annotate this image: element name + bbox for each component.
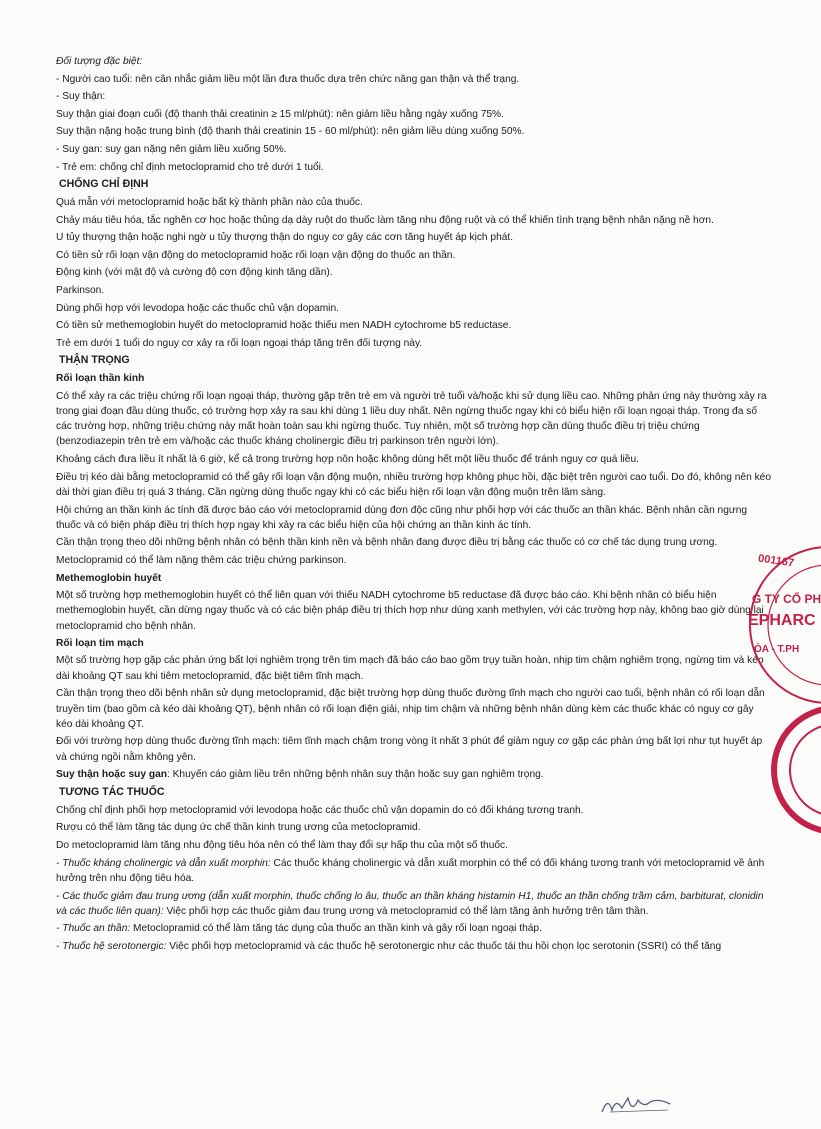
interaction-item (56, 889, 771, 920)
interaction-item (56, 856, 771, 887)
paragraph: Đối với trường hợp dùng thuốc đường tĩnh mạch: tiêm tĩnh mạch chậm trong vòng ít nhất 3 phút để giảm nguy cơ gặp các phản ứng bất lợi như tụt huyết áp và chứng ngồi nằm không yên. (56, 736, 763, 763)
paragraph: Hội chứng an thần kinh ác tính đã được báo cáo với metoclopramid dùng đơn độc cũng như phối hợp với các thuốc an thần khác. Bệnh nhân cần ngưng thuốc và có biện pháp điều trị thích hợp ngay khi xảy ra các biểu hiện của hội chứng an thần kinh ác tính. (56, 504, 748, 531)
interaction-item (56, 939, 771, 954)
stamp-line3: ÒA - T.PH (754, 644, 800, 655)
paragraph: - Trẻ em: chống chỉ định metoclopramid cho trẻ dưới 1 tuổi. (56, 161, 324, 173)
inline-text: Các thuốc kháng cholinergic và dẫn xuất morphin có thể có đối kháng tương tranh với metoclopramid về ảnh hưởng trên nhu động tiêu hóa. (56, 857, 765, 884)
subsection-heading-methemoglobin: Methemoglobin huyết (56, 572, 162, 584)
paragraph: Chảy máu tiêu hóa, tắc nghẽn cơ học hoặc thủng dạ dày ruột do thuốc làm tăng nhu động ruột và có thể khiến tình trạng bệnh nhân nặng nề hơn. (56, 214, 714, 226)
paragraph: U tủy thượng thận hoặc nghi ngờ u tủy thượng thận do nguy cơ gây các cơn tăng huyết áp kịch phát. (56, 232, 514, 244)
subsection-heading-cardio: Rối loạn tim mạch (56, 638, 144, 650)
section-heading-special-groups: Đối tượng đặc biệt: (56, 56, 143, 67)
company-stamp (746, 540, 821, 710)
section-heading-interactions: TƯƠNG TÁC THUỐC (59, 785, 165, 798)
paragraph: Cần thận trọng theo dõi bệnh nhân sử dụng metoclopramid, đặc biệt trường hợp dùng thuốc đường tĩnh mạch cho người cao tuổi, bệnh nhân có rối loạn dẫn truyền tim (bao gồm cả kéo dài khoảng QT), bệnh nhân có rối loạn điện giải, nhịp tim chậm và những bệnh nhân dùng kèm các thuốc khác có nguy cơ gây kéo dài khoảng QT. (56, 688, 765, 730)
paragraph: Một số trường hợp methemoglobin huyết có thể liên quan với thiếu NADH cytochrome b5 reductase đã được báo cáo. Khi bệnh nhân có biểu hiện methemoglobin huyết, cần dừng ngay thuốc và có các biện pháp điều trị thích hợp như dùng xanh methylen, với các trường hợp này, không bao giờ dùng lại metoclopramid cho bệnh nhân. (56, 589, 764, 632)
document-page (56, 54, 771, 957)
paragraph: Trẻ em dưới 1 tuổi do nguy cơ xảy ra rối loạn ngoại tháp tăng trên đối tượng này. (56, 337, 423, 349)
paragraph: - Suy gan: suy gan nặng nên giảm liều xuống 50%. (56, 143, 287, 155)
inline-text: Metoclopramid có thể làm tăng tác dụng của thuốc an thần kinh và gây rối loạn ngoại tháp. (130, 923, 542, 935)
paragraph: Suy thận giai đoạn cuối (độ thanh thải creatinin ≥ 15 ml/phút): nên giảm liều hằng ngày xuống 75%. (56, 108, 504, 120)
handwritten-signature-icon (598, 1092, 678, 1118)
paragraph: Parkinson. (56, 285, 105, 297)
paragraph: Có tiền sử rối loạn vận động do metoclopramid hoặc rối loạn vận động do thuốc an thần. (56, 249, 456, 261)
inline-label: - Thuốc hệ serotonergic: (56, 941, 167, 953)
paragraph: Cần thận trọng theo dõi những bệnh nhân có bệnh thần kinh nền và bệnh nhân đang được điều trị bằng các thuốc có cơ chế tác dụng trung ương. (56, 537, 718, 549)
seal-icon (766, 700, 800, 840)
paragraph: Điều trị kéo dài bằng metoclopramid có thể gây rối loạn vận động muộn, nhiều trường hợp không phục hồi, đặc biệt trên người cao tuổi. Do đó, không nên kéo dài thời gian điều trị quá 3 tháng. Cần ngừng dùng thuốc ngay khi có các biểu hiện rối loạn vận động muộn trên lâm sàng. (56, 471, 771, 498)
paragraph: Metoclopramid có thể làm nặng thêm các triệu chứng parkinson. (56, 555, 347, 567)
stamp-line1: G TY CỔ PH (752, 592, 821, 606)
red-seal-fragment (766, 700, 800, 840)
paragraph: Rượu có thể làm tăng tác dụng ức chế thần kinh trung ương của metoclopramid. (56, 822, 421, 834)
paragraph: - Suy thận: (56, 91, 106, 103)
paragraph: Động kinh (với mật độ và cường độ cơn động kinh tăng dần). (56, 267, 333, 279)
subsection-heading-neuro: Rối loạn thần kinh (56, 373, 145, 385)
inline-label: - Thuốc an thần: (56, 923, 131, 935)
paragraph: Quá mẫn với metoclopramid hoặc bất kỳ thành phần nào của thuốc. (56, 197, 363, 209)
paragraph: Do metoclopramid làm tăng nhu động tiêu hóa nên có thể làm thay đổi sự hấp thu của một số thuốc. (56, 840, 508, 852)
inline-text: Việc phối hợp metoclopramid và các thuốc hệ serotonergic như các thuốc tái thu hồi chọn lọc serotonin (SSRI) có thể tăng (166, 941, 722, 953)
inline-label: - Thuốc kháng cholinergic và dẫn xuất morphin: (56, 857, 271, 869)
paragraph: Khoảng cách đưa liều ít nhất là 6 giờ, kể cả trong trường hợp nôn hoặc không dùng hết một liều thuốc để tránh nguy cơ quá liều. (56, 454, 639, 466)
paragraph: - Người cao tuổi: nên cân nhắc giảm liều một lần đưa thuốc dựa trên chức năng gan thận và thể trạng. (56, 73, 520, 85)
stamp-line2: EPHARC (748, 612, 816, 629)
paragraph: Có tiền sử methemoglobin huyết do metoclopramid hoặc thiếu men NADH cytochrome b5 reductase. (56, 320, 512, 332)
section-heading-contraindications: CHỐNG CHỈ ĐỊNH (59, 178, 149, 191)
paragraph: Một số trường hợp gặp các phản ứng bất lợi nghiêm trọng trên tim mạch đã báo cáo bao gồm trụy tuần hoàn, nhịp tim chậm nghiêm trọng, ngừng tim và kéo dài khoảng QT sau khi tiêm metoclopramid, đặc biệt tiêm tĩnh mạch. (56, 655, 764, 682)
paragraph-renal-hepatic (56, 767, 771, 782)
signature (598, 1092, 678, 1123)
inline-text: : Khuyến cáo giảm liều trên những bệnh nhân suy thận hoặc suy gan nghiêm trọng. (166, 769, 544, 781)
paragraph: Có thể xảy ra các triệu chứng rối loạn ngoại tháp, thường gặp trên trẻ em và người trẻ tuổi và/hoặc khi sử dụng liều cao. Những phản ứng này thường xảy ra trong giai đoạn đầu dùng thuốc, có trường hợp xảy ra sau khi dùng 1 liều duy nhất. Nên ngừng thuốc ngay khi có biểu hiện rối loạn ngoại tháp. Trong đa số các trường hợp, những triệu chứng này mất hoàn toàn sau khi ngừng thuốc. Tuy nhiên, một số trường hợp cần dùng thuốc điều trị triệu chứng (benzodiazepin trên trẻ em và/hoặc các thuốc kháng cholinergic điều trị parkinson trên người lớn). (56, 390, 767, 448)
stamp-number: 001167 (757, 552, 795, 570)
interaction-item (56, 921, 771, 936)
inline-label: Suy thận hoặc suy gan (56, 769, 167, 781)
inline-text: Việc phối hợp các thuốc giảm đau trung ương và metoclopramid có thể làm tăng ảnh hưởng trên tâm thần. (163, 905, 649, 917)
inline-label: - Các thuốc giảm đau trung ương (dẫn xuất morphin, thuốc chống lo âu, thuốc an thần kháng histamin H1, thuốc an thần chống trầm cảm, barbiturat, clonidin và các thuốc liên quan): (56, 890, 764, 917)
paragraph: Dùng phối hợp với levodopa hoặc các thuốc chủ vận dopamin. (56, 302, 339, 314)
paragraph: Suy thận nặng hoặc trung bình (độ thanh thải creatinin 15 - 60 ml/phút): nên giảm liều dùng xuống 50%. (56, 126, 525, 138)
paragraph: Chống chỉ định phối hợp metoclopramid với levodopa hoặc các thuốc chủ vận dopamin do có đối kháng tương tranh. (56, 804, 584, 816)
section-heading-precautions: THẬN TRỌNG (59, 354, 130, 367)
